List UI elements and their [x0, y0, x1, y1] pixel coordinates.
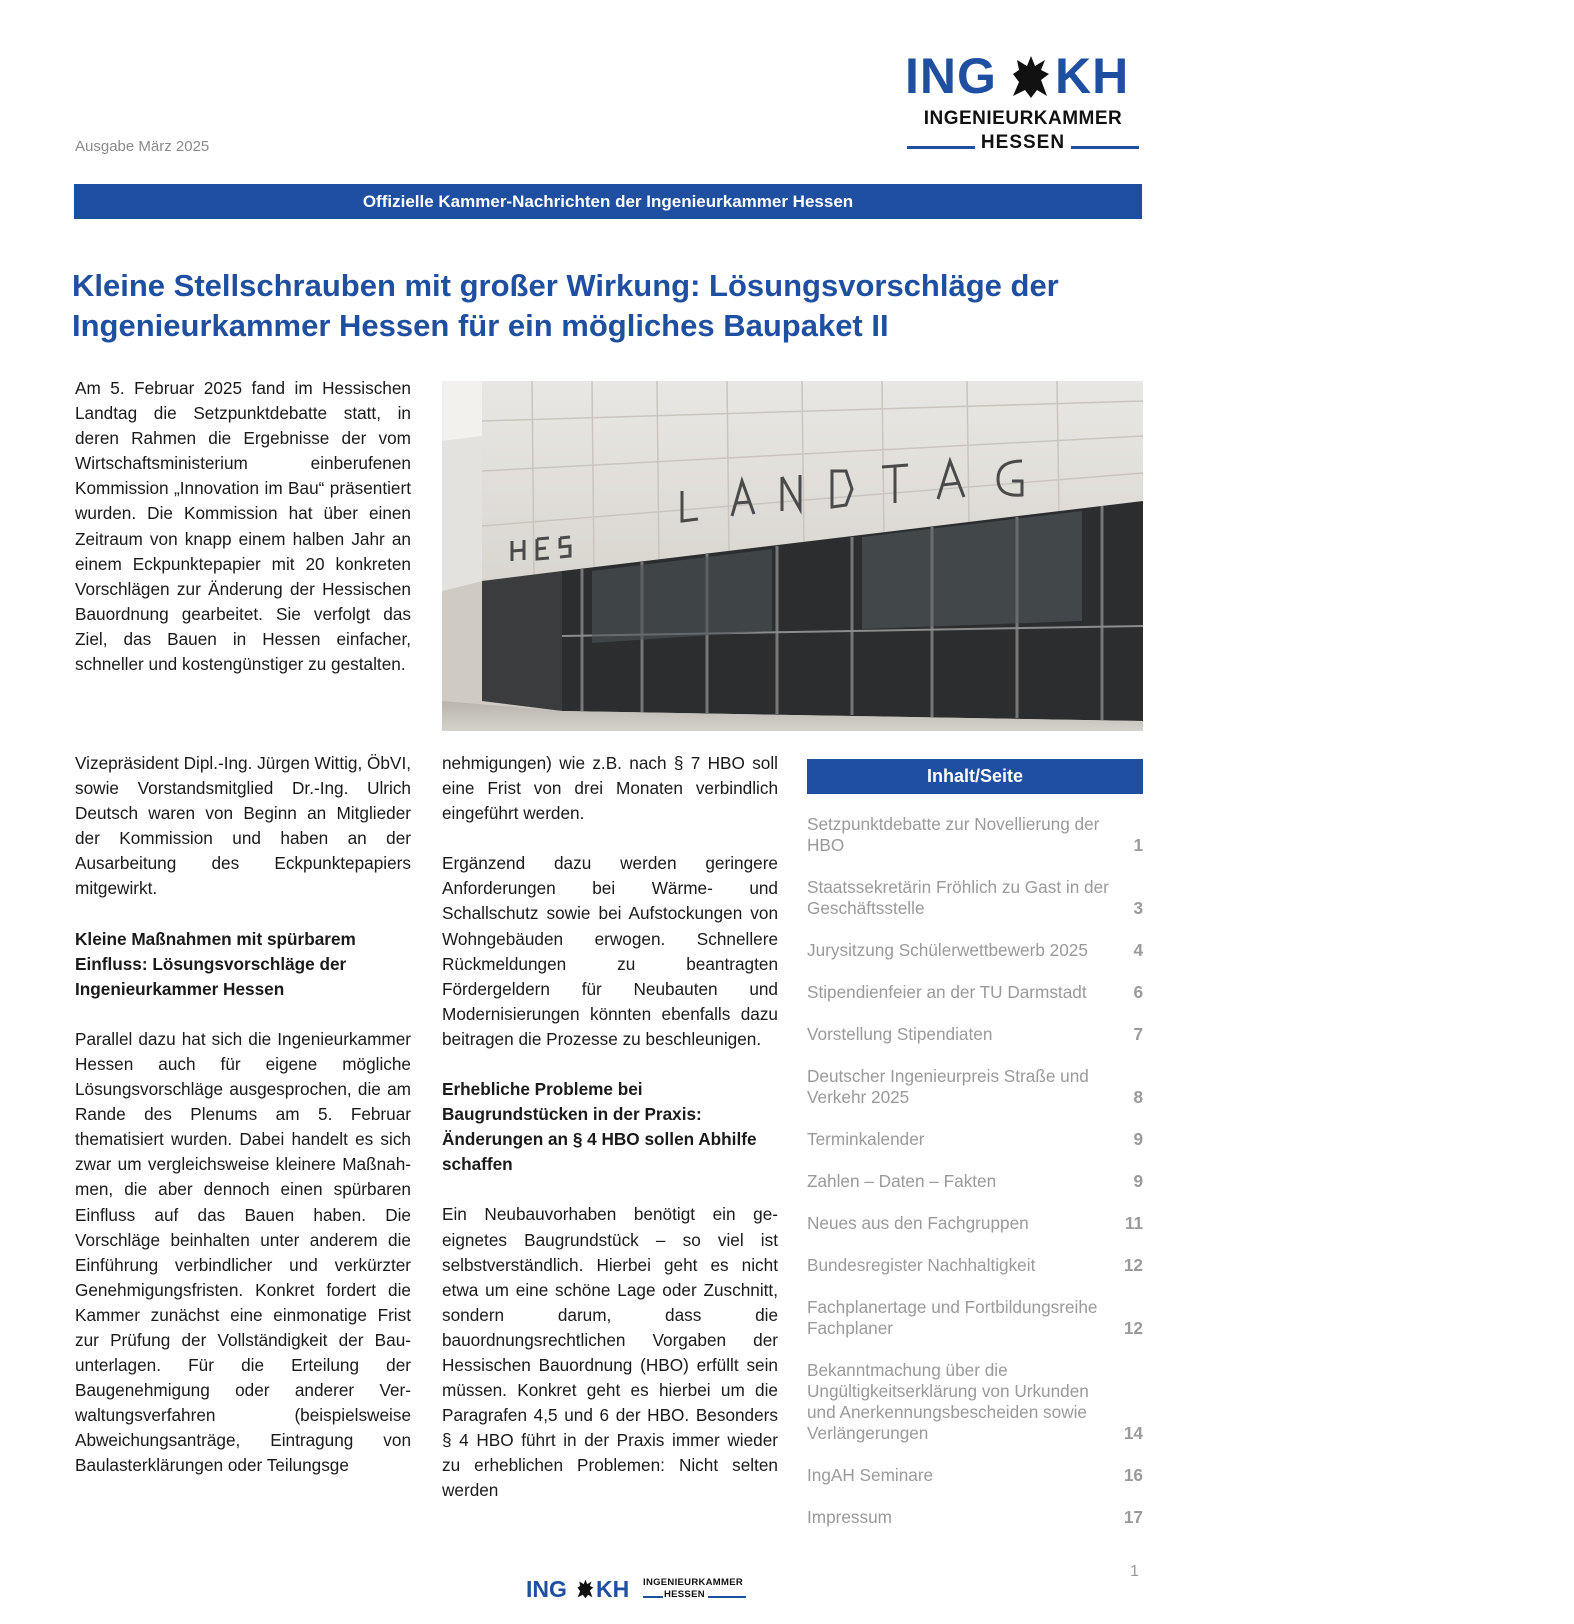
- logo-rule-right: [1071, 146, 1139, 149]
- toc-item-page: 9: [1133, 1129, 1143, 1149]
- toc-item-label: Staatssekretärin Fröhlich zu Gast in der Geschäftsstelle: [807, 877, 1109, 918]
- toc-item-page: 12: [1123, 1318, 1143, 1338]
- logo-line1: INGENIEURKAMMER: [923, 108, 1123, 129]
- footer-logo-rule-left: [643, 1596, 663, 1598]
- footer-logo-rule-right: [708, 1596, 746, 1598]
- paragraph: Ein Neubauvorhaben benötigt ein geeignetes Baugrundstück – so viel ist selbstverständlich. Hierbei geht es nicht etwa um eine schöne Lage oder Zuschnitt, sondern darum, dass die bauordnungsrechtlichen Vorgaben der Hessischen Bauordnung (HBO) erfüllt sein müssen. Konkret geht es hierbei um die Paragrafen 4,5 und 6 der HBO. Besonders § 4 HBO führt in der Praxis immer wieder zu erheblichen Problemen: Nicht selten werden: [442, 1204, 778, 1501]
- footer-logo-ing: ING: [526, 1576, 567, 1602]
- toc-item-label: IngAH Seminare: [807, 1465, 934, 1485]
- page-number: 1: [1130, 1563, 1139, 1580]
- toc-item[interactable]: [807, 1255, 1143, 1276]
- intro-paragraph: [75, 376, 411, 702]
- toc-item-label: Jurysitzung Schülerwettbewerb 2025: [807, 940, 1088, 960]
- toc-item-page: 1: [1133, 835, 1143, 855]
- lion-icon: [574, 1578, 596, 1600]
- table-of-contents: [807, 814, 1143, 1549]
- paragraph: Parallel dazu hat sich die Ingenieurkammer Hessen auch für eigene mögliche Lösungsvorschläge ausgesprochen, die am Rande des Plenums am 5. Februar thematisiert wurden. Dabei handelt es sich zwar um vergleichsweise kleinere Maßnahmen, die aber dennoch einen spürbaren Einfluss auf das Bauen haben. Die Vorschläge beinhalten unter anderem die Einführung verbindlicher und verkürzter Genehmigungsfristen. Konkret fordert die Kammer zunächst eine einmonatige Frist zur Prüfung der Vollständigkeit der Bauunterlagen. Für die Erteilung der Baugenehmigung oder anderer Verwaltungsverfahren (beispielsweise Abweichungsanträge, Eintragung von Baulasterklärungen oder Teilungsge: [75, 1028, 411, 1476]
- toc-item-page: 6: [1133, 982, 1143, 1002]
- toc-item-page: 9: [1133, 1171, 1143, 1191]
- article-headline: Kleine Stellschrauben mit großer Wirkung: Lösungsvorschläge der Ingenieurkammer Hessen für ein mögliches Baupaket II: [72, 268, 1059, 343]
- toc-item[interactable]: [807, 1507, 1143, 1528]
- toc-item-page: 16: [1123, 1465, 1143, 1485]
- toc-item-page: 14: [1123, 1423, 1143, 1443]
- toc-item-label: Deutscher Ingenieurpreis Straße und Verkehr 2025: [807, 1066, 1089, 1107]
- footer-logo-line1: INGENIEURKAMMER: [643, 1577, 744, 1588]
- toc-item[interactable]: [807, 1024, 1143, 1045]
- toc-item[interactable]: [807, 1213, 1143, 1234]
- toc-item-label: Impressum: [807, 1507, 892, 1527]
- footer-logo-kh: KH: [596, 1576, 630, 1602]
- logo-ing-text: ING: [905, 48, 997, 104]
- ingkh-logo: [905, 48, 1141, 158]
- toc-item[interactable]: [807, 1360, 1143, 1444]
- paragraph: Vizepräsident Dipl.-Ing. Jürgen Wittig, ÖbVI, sowie Vorstandsmitglied Dr.-Ing. Ulrich Deutsch waren von Beginn an Mitglieder der Kommission und haben an der Ausarbeitung des Eckpunktepapiers mitgewirkt.: [75, 753, 411, 899]
- subheading: Kleine Maßnahmen mit spürbarem Einfluss: Lösungsvorschläge der Ingenieurkammer Hessen: [75, 928, 356, 999]
- toc-item-label: Bekanntmachung über die Ungültigkeitserklärung von Urkunden und Anerkennungsbescheiden sowie Verlängerungen: [807, 1360, 1089, 1443]
- lion-icon: [1005, 52, 1055, 102]
- toc-item-label: Fachplanertage und Fortbildungsreihe Fachplaner: [807, 1297, 1098, 1338]
- toc-item-label: Vorstellung Stipendiaten: [807, 1024, 993, 1044]
- issue-date: Ausgabe März 2025: [75, 138, 210, 155]
- toc-item-page: 17: [1123, 1507, 1143, 1527]
- footer-logo: [526, 1575, 756, 1607]
- toc-item-page: 12: [1123, 1255, 1143, 1275]
- toc-item-page: 7: [1133, 1024, 1143, 1044]
- intro-text: Am 5. Februar 2025 fand im Hessischen Landtag die Setzpunktdebatte statt, in deren Rahmen die Ergebnisse der vom Wirtschaftsministerium einberufenen Kommission „Innovation im Bau“ präsentiert wurden. Die Kommission hat über einen Zeitraum von knapp einem halben Jahr an einem Eckpunktepapier mit 20 konkreten Vorschlägen zur Änderung der Hessischen Bauordnung gearbeitet. Sie verfolgt das Ziel, das Bauen in Hessen einfacher, schneller und kostengünstiger zu gestalten.: [75, 378, 411, 675]
- paragraph: nehmigungen) wie z.B. nach § 7 HBO soll eine Frist von drei Monaten verbindlich eingeführt werden.: [442, 753, 778, 824]
- footer-logo-line2: HESSEN: [664, 1589, 705, 1600]
- toc-item[interactable]: [807, 1066, 1143, 1108]
- toc-item[interactable]: [807, 940, 1143, 961]
- toc-item-label: Zahlen – Daten – Fakten: [807, 1171, 997, 1191]
- logo-kh-text: KH: [1055, 48, 1130, 104]
- header-banner: Offizielle Kammer-Nachrichten der Ingenieurkammer Hessen: [74, 184, 1142, 219]
- toc-item-page: 8: [1133, 1087, 1143, 1107]
- toc-item-page: 11: [1124, 1213, 1143, 1233]
- article-column-2: [442, 751, 778, 1529]
- subheading: Erhebliche Probleme bei Baugrundstücken in der Praxis: Änderungen an § 4 HBO sollen Abhilfe schaffen: [442, 1079, 757, 1175]
- article-column-1: [75, 751, 411, 1504]
- toc-header: Inhalt/Seite: [807, 759, 1143, 794]
- toc-item-label: Setzpunktdebatte zur Novellierung der HBO: [807, 814, 1100, 855]
- photo-credit: Foto: travelview - stock.adobe.com - 310590734: [1560, 838, 1574, 1105]
- toc-item[interactable]: [807, 982, 1143, 1003]
- toc-item[interactable]: [807, 1129, 1143, 1150]
- photo-illustration: [442, 381, 1143, 731]
- toc-item[interactable]: [807, 814, 1143, 856]
- logo-line2: HESSEN: [980, 132, 1066, 153]
- toc-item[interactable]: [807, 1465, 1143, 1486]
- toc-item-label: Stipendienfeier an der TU Darmstadt: [807, 982, 1087, 1002]
- toc-item[interactable]: [807, 1171, 1143, 1192]
- toc-item-page: 4: [1133, 940, 1143, 960]
- toc-item-page: 3: [1133, 898, 1143, 918]
- toc-item[interactable]: [807, 877, 1143, 919]
- paragraph: Ergänzend dazu werden geringere Anforderungen bei Wärme- und Schallschutz sowie bei Aufstockungen von Wohngebäuden erwogen. Schnellere Rückmeldungen zu beantragten Fördergeldern für Neubauten und Modernisierungen könnten ebenfalls dazu beitragen die Prozesse zu beschleunigen.: [442, 853, 778, 1049]
- toc-item-label: Neues aus den Fachgruppen: [807, 1213, 1029, 1233]
- toc-item-label: Terminkalender: [807, 1129, 925, 1149]
- toc-item-label: Bundesregister Nachhaltigkeit: [807, 1255, 1036, 1275]
- toc-item[interactable]: [807, 1297, 1143, 1339]
